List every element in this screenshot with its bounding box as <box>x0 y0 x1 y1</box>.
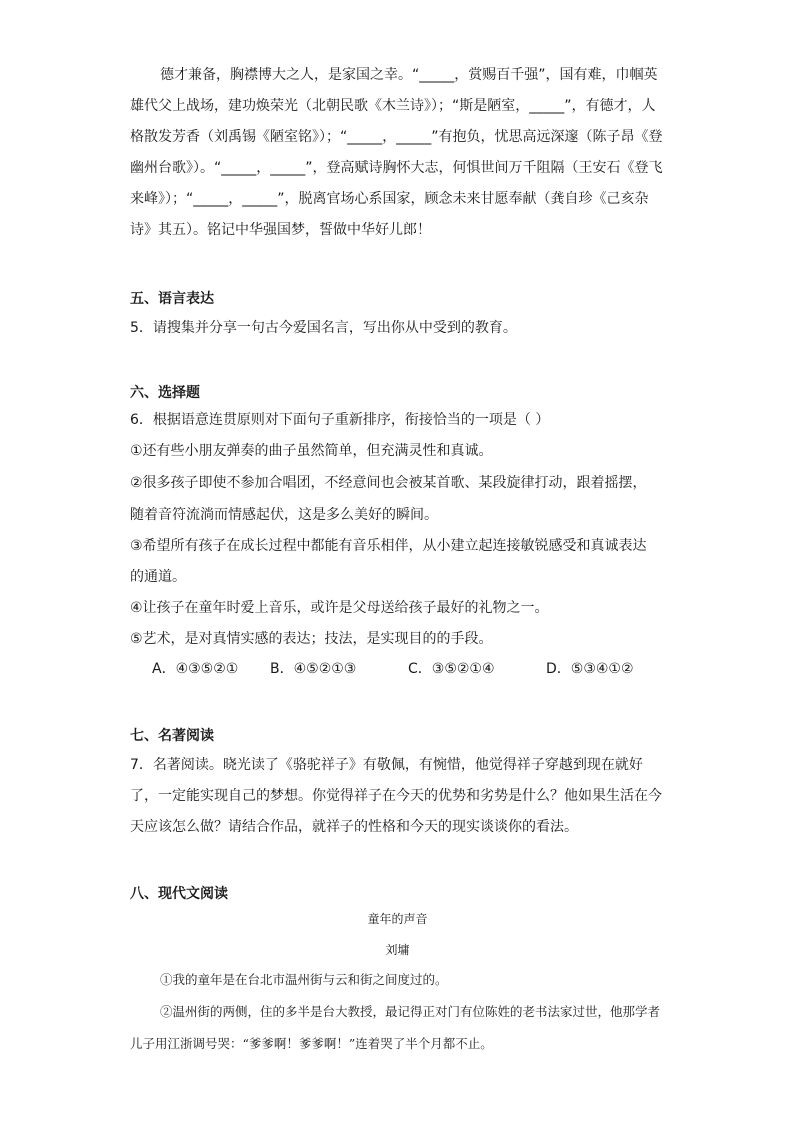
sentence-2-line-1: ②很多孩子即使不参加合唱团，不经意间也会被某首歌、某段旋律打动，跟着摇摆， <box>130 475 647 491</box>
section-5-heading: 五、语言表达 <box>130 291 214 307</box>
question-7: 7．名著阅读。晓光读了《骆驼祥子》有敬佩，有惋惜，他觉得祥子穿越到现在就好了，一定能实现自己的梦想。你觉得祥子在今天的优势和劣势是什么？他如果生活在今天应该怎么做？请结合作品，就祥子的性格和今天的现实谈谈你的看法。 <box>130 757 662 835</box>
question-6: 6．根据语意连贯原则对下面句子重新排序，衔接恰当的一项是（ ） <box>130 412 550 428</box>
sentence-1: ①还有些小朋友弹奏的曲子虽然简单，但充满灵性和真诚。 <box>130 443 493 459</box>
answer-options <box>152 658 634 680</box>
option-a[interactable]: A．④③⑤②① <box>152 661 239 677</box>
sentence-3-line-1: ③希望所有孩子在成长过程中都能有音乐相伴，从小建立起连接敏锐感受和真诚表达 <box>130 538 647 554</box>
sentence-5: ⑤艺术，是对真情实感的表达；技法，是实现目的的手段。 <box>130 631 493 647</box>
option-d[interactable]: D．⑤③④①② <box>546 661 634 677</box>
section-6-heading: 六、选择题 <box>130 385 200 401</box>
option-b[interactable]: B．④⑤②①③ <box>270 661 357 677</box>
option-c[interactable]: C．③⑤②①④ <box>408 661 495 677</box>
sentence-3-line-2: 的通道。 <box>130 569 186 585</box>
article-paragraph-1: ①我的童年是在台北市温州街与云和街之间度过的。 <box>160 972 448 987</box>
article-title: 童年的声音 <box>367 912 428 926</box>
article-paragraph-2: ②温州街的两侧，住的多半是台大教授，最记得正对门有位陈姓的老书法家过世，他那学者儿子用江浙调号哭：“爹爹啊！爹爹啊！”连着哭了半个月都不止。 <box>130 1004 661 1051</box>
poem-fill-paragraph: 德才兼备，胸襟博大之人，是家国之幸。“_____，赏赐百千强”，国有难，巾帼英雄代父上战场，建功焕荣光（北朝民歌《木兰诗》）；“斯是陋室，_____”，有德才，人格散发芳香（刘禹锡《陋室铭》）；“_____，_____”有抱负，忧思高远深邃（陈子昂《登幽州台歌》）。“_____，_____”，登高赋诗胸怀大志，何惧世间万千阻隔（王安石《登飞来峰》）；“_____，_____”，脱离官场心系国家，顾念未来甘愿奉献（龚自珍《己亥杂诗》其五）。铭记中华强国梦，誓做中华好儿郎！ <box>130 67 663 238</box>
section-7-heading: 七、名著阅读 <box>130 728 214 744</box>
sentence-2-line-2: 随着音符流淌而情感起伏，这是多么美好的瞬间。 <box>130 507 438 523</box>
sentence-4: ④让孩子在童年时爱上音乐，或许是父母送给孩子最好的礼物之一。 <box>130 600 549 616</box>
section-8-heading: 八、现代文阅读 <box>130 886 228 902</box>
question-5: 5．请搜集并分享一句古今爱国名言，写出你从中受到的教育。 <box>130 320 517 336</box>
article-author: 刘墉 <box>385 943 410 957</box>
